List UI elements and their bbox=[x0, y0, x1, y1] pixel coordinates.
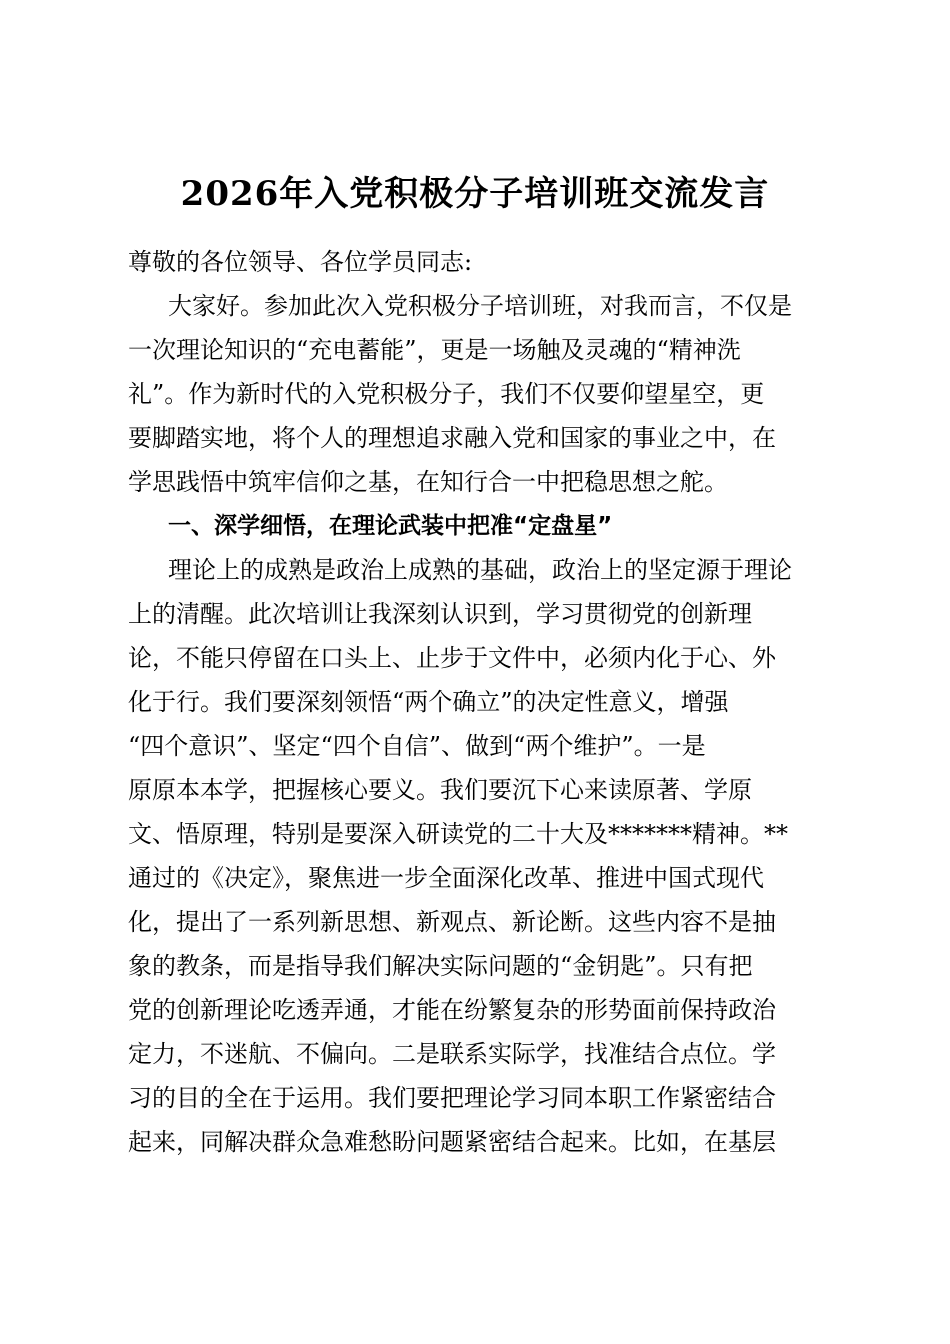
paragraph-line: 定力，不迷航、不偏向。二是联系实际学，找准结合点位。学 bbox=[128, 1040, 776, 1068]
paragraph-line: 通过的《决定》，聚焦进一步全面深化改革、推进中国式现代 bbox=[128, 864, 764, 892]
paragraph-line: 习的目的全在于运用。我们要把理论学习同本职工作紧密结合 bbox=[128, 1084, 776, 1112]
paragraph-line: 一次理论知识的“充电蓄能”，更是一场触及灵魂的“精神洗 bbox=[128, 336, 741, 364]
paragraph-line: “四个意识”、坚定“四个自信”、做到“两个维护”。一是 bbox=[128, 732, 706, 760]
paragraph-line: 论，不能只停留在口头上、止步于文件中，必须内化于心、外 bbox=[128, 644, 776, 672]
paragraph-line: 原原本本学，把握核心要义。我们要沉下心来读原著、学原 bbox=[128, 776, 752, 804]
paragraph-line: 象的教条，而是指导我们解决实际问题的“金钥匙”。只有把 bbox=[128, 952, 753, 980]
paragraph-line: 化，提出了一系列新思想、新观点、新论断。这些内容不是抽 bbox=[128, 908, 776, 936]
paragraph-line: 党的创新理论吃透弄通，才能在纷繁复杂的形势面前保持政治 bbox=[128, 996, 776, 1024]
paragraph-line: 文、悟原理，特别是要深入研读党的二十大及*******精神。** bbox=[128, 820, 788, 848]
paragraph-2 bbox=[128, 548, 830, 1164]
paragraph-line: 上的清醒。此次培训让我深刻认识到，学习贯彻党的创新理 bbox=[128, 600, 752, 628]
paragraph-line: 礼”。作为新时代的入党积极分子，我们不仅要仰望星空，更 bbox=[128, 380, 765, 408]
paragraph-line: 学思践悟中筑牢信仰之基，在知行合一中把稳思想之舵。 bbox=[128, 468, 728, 496]
document-body bbox=[128, 240, 830, 1164]
paragraph-line: 要脚踏实地，将个人的理想追求融入党和国家的事业之中，在 bbox=[128, 424, 776, 452]
paragraph-line: 化于行。我们要深刻领悟“两个确立”的决定性意义，增强 bbox=[128, 688, 729, 716]
greeting-line: 尊敬的各位领导、各位学员同志: bbox=[128, 248, 473, 276]
section-heading: 一、深学细悟，在理论武装中把准“定盘星” bbox=[168, 513, 613, 539]
paragraph-1 bbox=[128, 284, 830, 504]
paragraph-line: 理论上的成熟是政治上成熟的基础，政治上的坚定源于理论 bbox=[168, 556, 792, 584]
document-title: 2026年入党积极分子培训班交流发言 bbox=[180, 174, 770, 214]
paragraph-line: 起来，同解决群众急难愁盼问题紧密结合起来。比如，在基层 bbox=[128, 1128, 776, 1156]
paragraph-line: 大家好。参加此次入党积极分子培训班，对我而言，不仅是 bbox=[168, 292, 792, 320]
